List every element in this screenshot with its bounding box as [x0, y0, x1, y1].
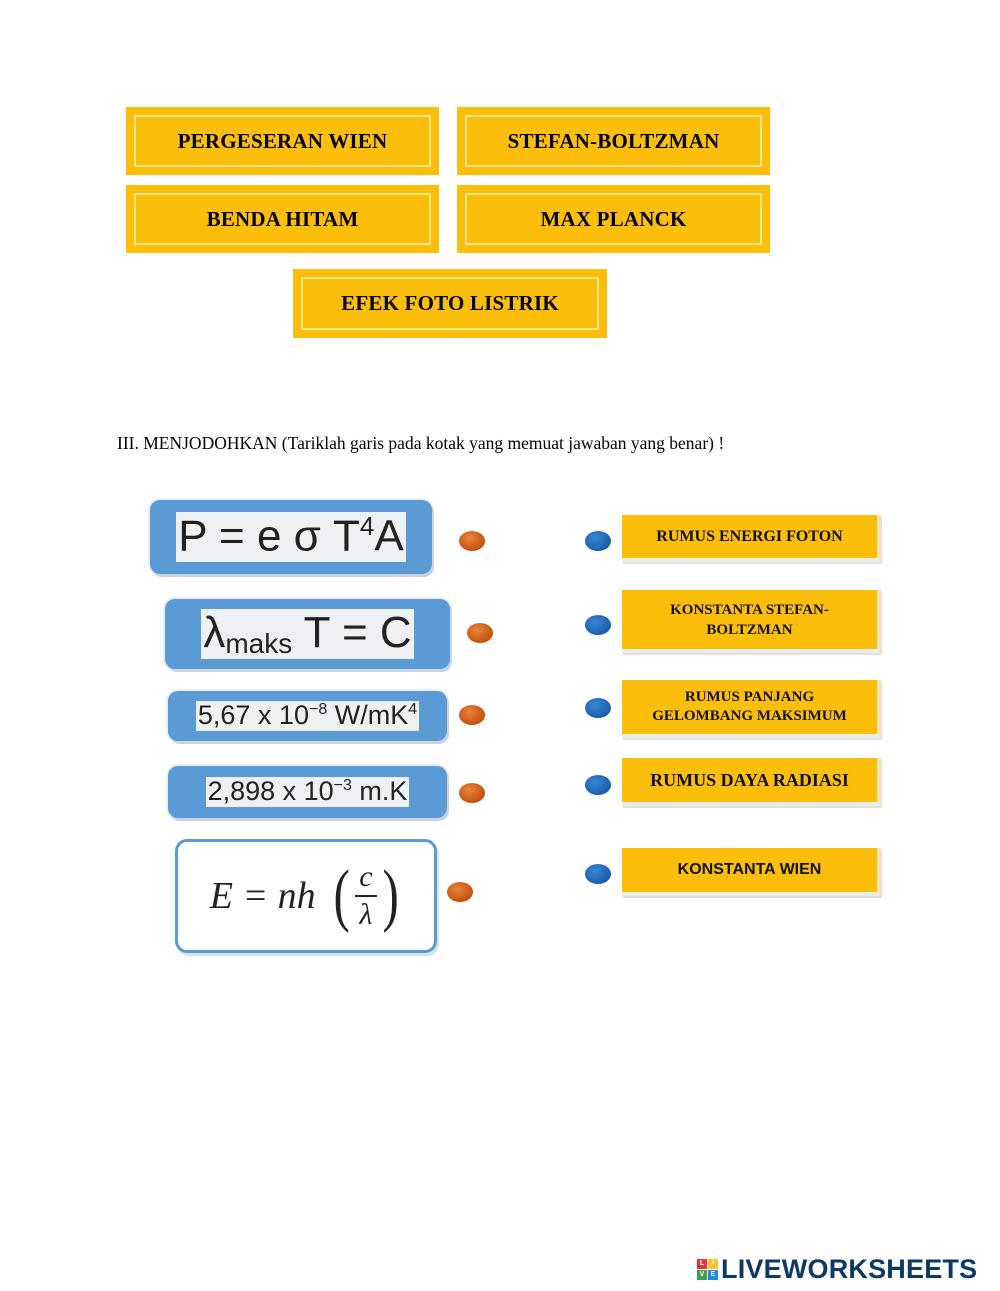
formula-box-wien: [165, 599, 450, 669]
formula-math: [209, 857, 402, 934]
formula-paren-right: ): [382, 857, 399, 934]
fraction-denominator: λ: [359, 898, 373, 931]
answer-box-panjang-gelombang[interactable]: [622, 680, 881, 738]
formula-tail: A: [374, 512, 404, 562]
formula-sup: 4: [408, 701, 418, 719]
formula-text: [201, 609, 413, 660]
orange-dot-2[interactable]: [467, 623, 493, 643]
formula-tail: W/mK: [327, 700, 409, 731]
answer-label-line2: BOLTZMAN: [706, 621, 793, 638]
logo-mark-icon: [697, 1259, 718, 1280]
formula-sup: −8: [308, 701, 328, 719]
logo-letter: L: [697, 1259, 707, 1269]
formula-base: 2,898 x 10: [207, 776, 334, 807]
term-box-stefan-boltzman[interactable]: [457, 107, 770, 175]
term-box-efek-foto-listrik[interactable]: [293, 269, 607, 338]
answer-box-daya-radiasi[interactable]: [622, 758, 881, 806]
formula-tail: m.K: [351, 776, 408, 807]
blue-dot-2[interactable]: [585, 615, 611, 635]
blue-dot-4[interactable]: [585, 775, 611, 795]
formula-sup: −3: [333, 777, 352, 795]
formula-box-konstanta-stefan: [168, 691, 447, 741]
term-label: BENDA HITAM: [134, 193, 431, 245]
term-label: EFEK FOTO LISTRIK: [301, 277, 599, 330]
logo-letter: V: [697, 1270, 707, 1280]
term-label: PERGESERAN WIEN: [134, 115, 431, 167]
blue-dot-5[interactable]: [585, 864, 611, 884]
answer-label-line2: GELOMBANG MAKSIMUM: [652, 708, 847, 724]
orange-dot-3[interactable]: [459, 705, 485, 725]
formula-text: [196, 701, 419, 731]
formula-box-energi-foton: [175, 839, 437, 953]
formula-fraction: [355, 860, 377, 932]
answer-label-line1: RUMUS PANJANG: [684, 689, 815, 705]
fraction-bar: [355, 895, 377, 897]
answer-box-konstanta-stefan[interactable]: [622, 590, 881, 653]
answer-label: RUMUS ENERGI FOTON: [656, 527, 843, 545]
term-box-max-planck[interactable]: [457, 185, 770, 253]
liveworksheets-logo: [697, 1254, 995, 1284]
formula-text: [176, 512, 405, 561]
logo-wordmark: LIVEWORKSHEETS: [721, 1253, 978, 1284]
orange-dot-4[interactable]: [459, 783, 485, 803]
formula-text: [206, 777, 410, 807]
formula-box-konstanta-wien: [168, 766, 447, 818]
term-label: MAX PLANCK: [465, 193, 762, 245]
term-label: STEFAN-BOLTZMAN: [465, 115, 762, 167]
instruction-text: III. MENJODOHKAN (Tariklah garis pada kotak yang memuat jawaban yang benar) !: [117, 433, 725, 453]
formula-sup: 4: [359, 511, 375, 542]
answer-label: RUMUS DAYA RADIASI: [650, 769, 849, 790]
orange-dot-5[interactable]: [447, 882, 473, 902]
formula-tail: T = C: [292, 607, 412, 657]
fraction-numerator: c: [359, 860, 373, 893]
orange-dot-1[interactable]: [459, 531, 485, 551]
logo-letter: I: [708, 1259, 718, 1269]
formula-box-daya-radiasi: [150, 500, 432, 574]
formula-lambda: λ: [203, 607, 226, 657]
term-box-pergeseran-wien[interactable]: [126, 107, 439, 175]
answer-label-line1: KONSTANTA STEFAN-: [670, 601, 829, 618]
formula-base: P = e σ T: [178, 512, 360, 562]
formula-paren-left: (: [333, 857, 350, 934]
formula-lhs: E = nh: [209, 875, 316, 917]
logo-letter: E: [708, 1270, 718, 1280]
formula-base: 5,67 x 10: [197, 700, 309, 731]
formula-sub: maks: [225, 627, 293, 659]
term-box-benda-hitam[interactable]: [126, 185, 439, 253]
answer-label: KONSTANTA WIEN: [677, 861, 822, 878]
answer-box-energi-foton[interactable]: [622, 515, 881, 562]
answer-box-konstanta-wien[interactable]: [622, 848, 881, 896]
blue-dot-3[interactable]: [585, 698, 611, 718]
blue-dot-1[interactable]: [585, 531, 611, 551]
